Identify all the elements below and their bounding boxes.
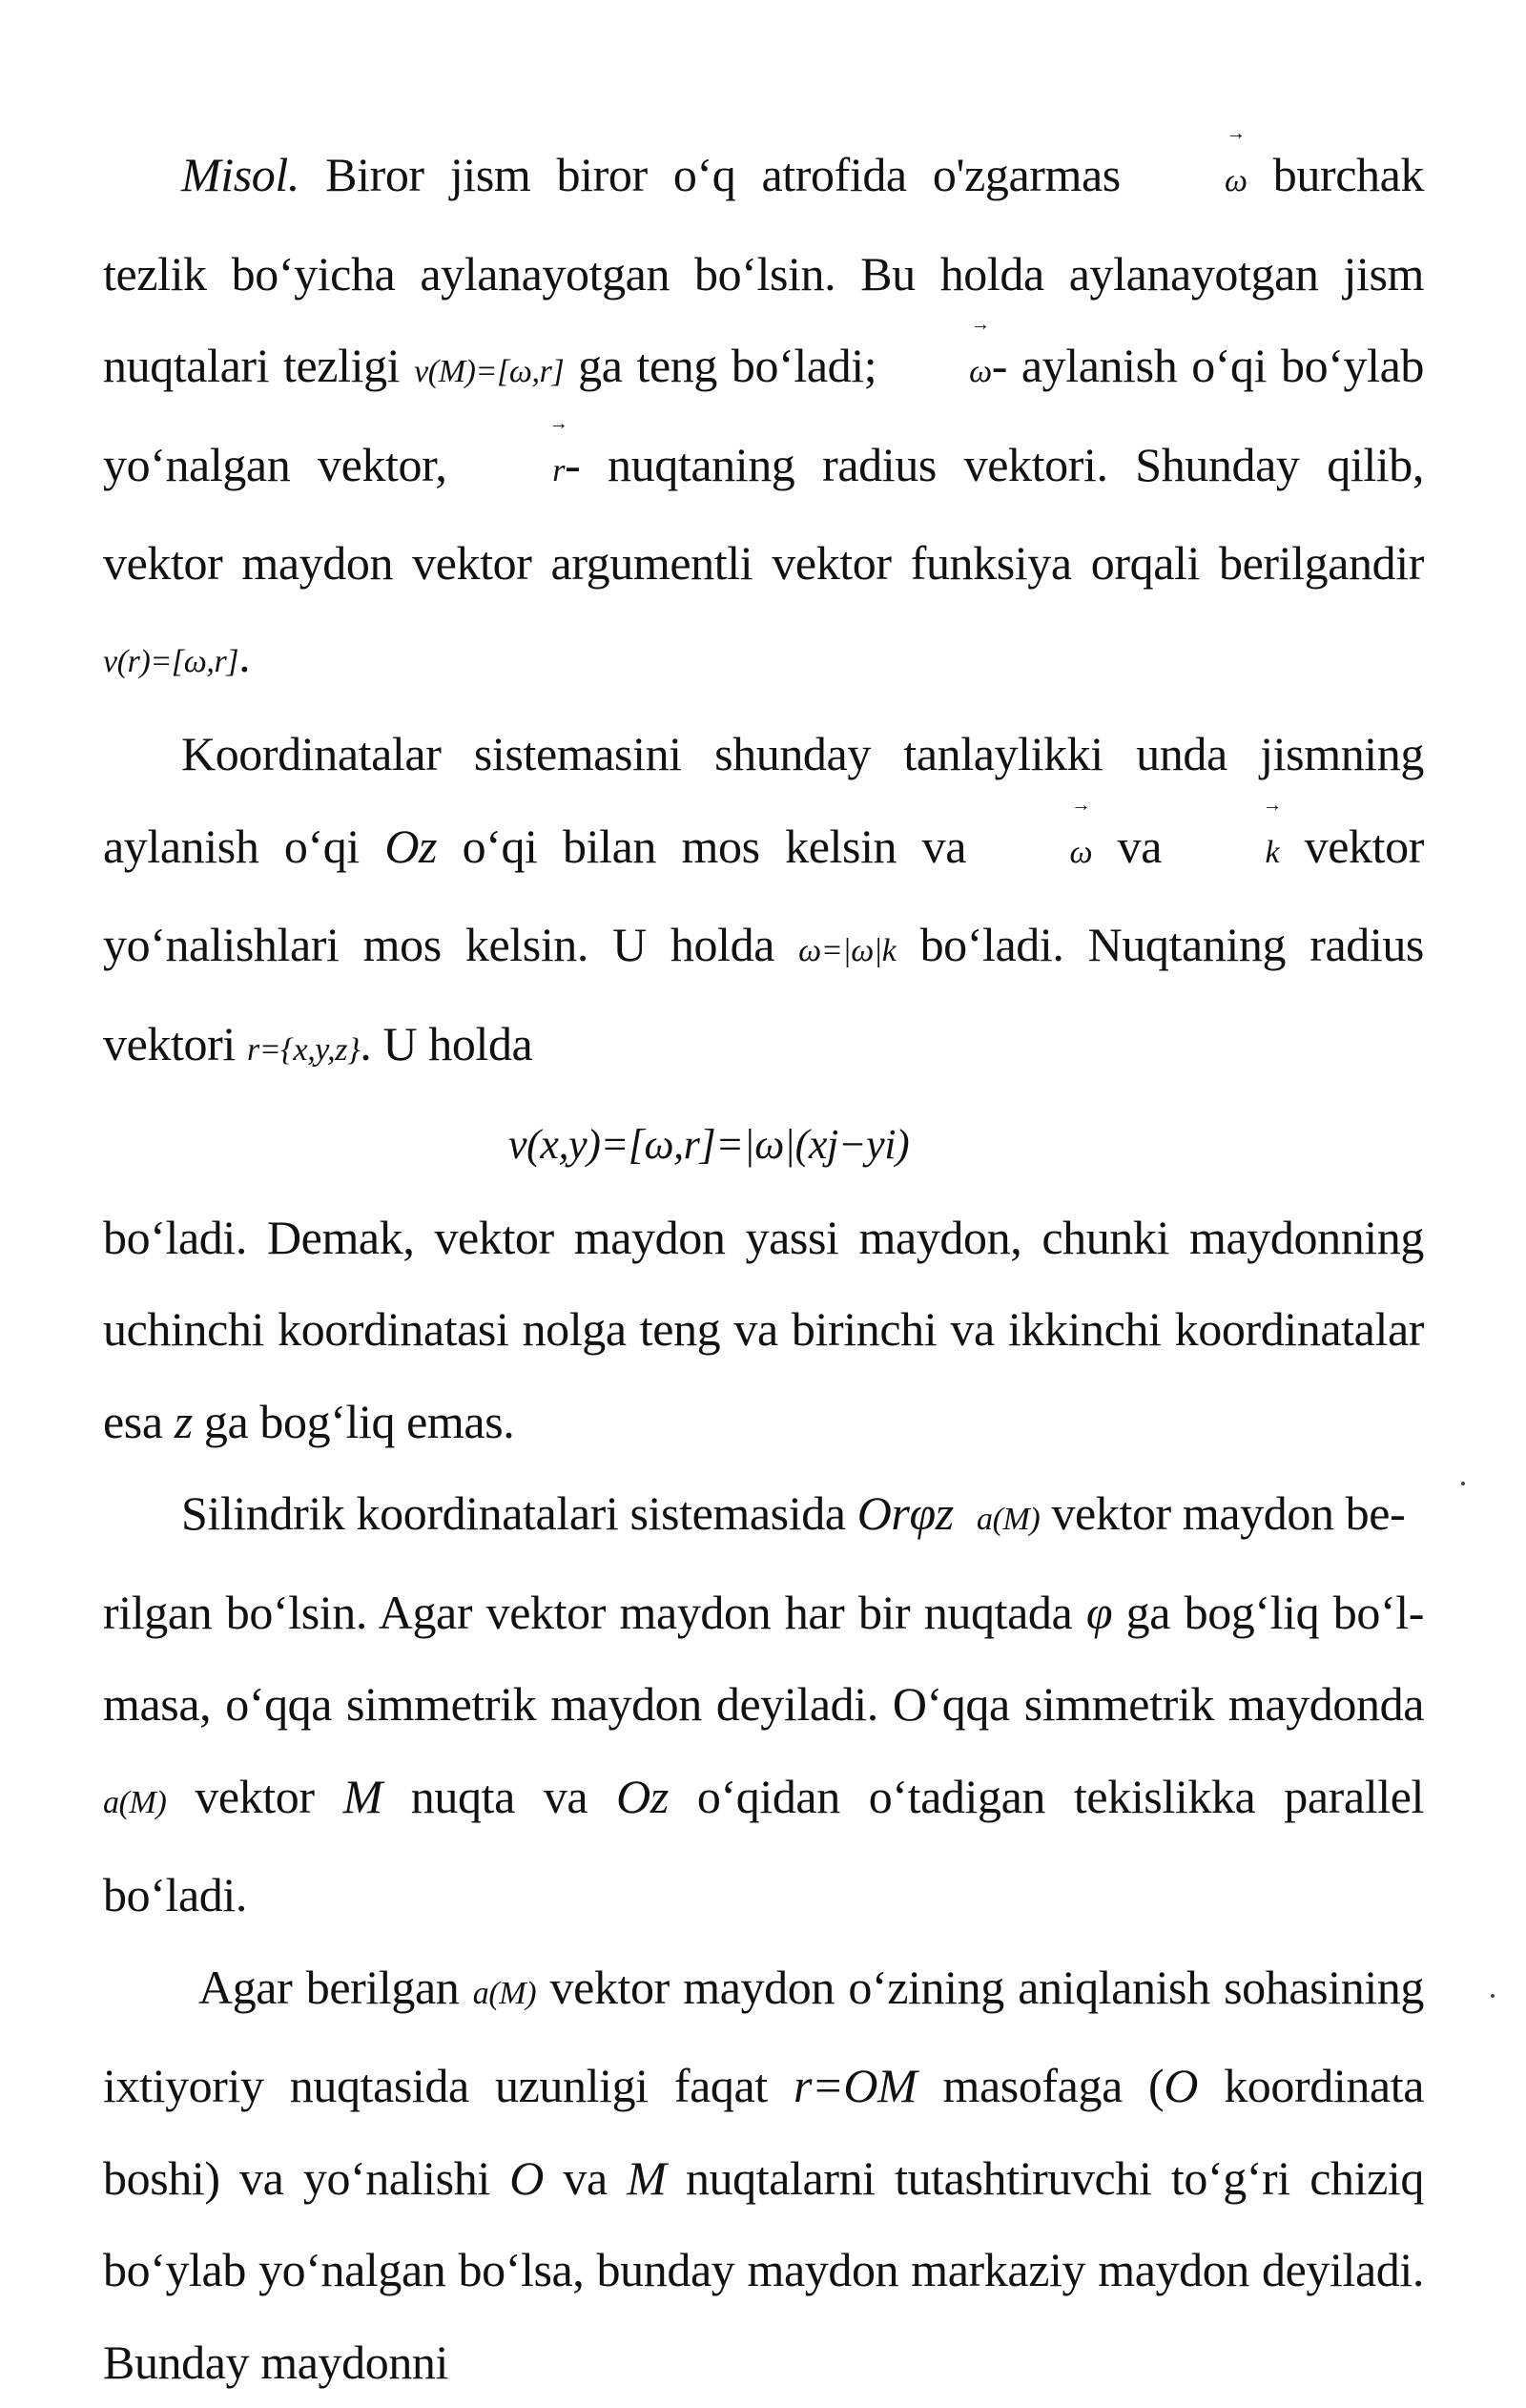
paragraph-central-field — [103, 1941, 1424, 2408]
text: bo‘ladi. Nuqtaning radius vektori — [103, 918, 1424, 1070]
scan-speck — [1491, 1994, 1495, 1998]
omega-formula: ω=|ω|k — [798, 933, 896, 968]
text: ga bog‘liq bo‘l- — [1112, 1586, 1424, 1639]
display-equation — [103, 1096, 1424, 1192]
paragraph-plane-field — [103, 1192, 1424, 1468]
text: . U holda — [360, 1017, 532, 1070]
text: vektor maydon be- — [1040, 1486, 1405, 1540]
text: koordinata boshi) va yo‘nalishi — [103, 2059, 1424, 2205]
point-m: M — [627, 2151, 666, 2205]
text: rilgan bo‘lsin. Agar vektor maydon har bir nuqtada — [103, 1586, 1086, 1639]
text: masa, o‘qqa simmetrik maydon deyiladi. O‘qqa simmetrik maydonda — [103, 1677, 1424, 1731]
variable-z: z — [175, 1395, 193, 1448]
omega-symbol: → ω — [992, 807, 1093, 900]
omega-symbol: → ω — [1146, 135, 1248, 228]
text: va — [1092, 820, 1186, 873]
text: nuqtalarni tutashtiruvchi to‘g‘ri chiziq bo‘ylab yo‘nalgan bo‘lsa, bunday maydon markaziy maydon deyiladi. Bunday maydonni — [103, 2151, 1424, 2389]
omega-symbol: → ω — [891, 326, 992, 419]
axis-oz: Oz — [616, 1770, 669, 1823]
text: o‘qidan o‘tadigan tekislikka parallel bo‘ladi. — [103, 1770, 1424, 1922]
text: o‘qi bilan mos kelsin va — [437, 820, 991, 873]
coordinate-system-orphiz: Orφz — [857, 1486, 954, 1540]
text: - nuqtaning radius vektori. Shunday qilib, vektor maydon vektor argumentli vektor funksiya orqali berilgandir — [103, 438, 1424, 591]
text: masofaga ( — [917, 2059, 1164, 2112]
text: burchak tezlik bo‘yicha aylanayotgan bo‘lsin. Bu holda aylanayotgan jism nuqtalari tezligi — [103, 148, 1424, 392]
text: Koordinatalar sistemasini shunday tanlaylikki unda jismning aylanish o‘qi — [103, 727, 1424, 873]
origin-o: O — [1164, 2059, 1198, 2112]
text: . — [238, 629, 250, 682]
text: ga bog‘liq emas. — [193, 1395, 515, 1448]
paragraph-coordinates — [103, 708, 1424, 1096]
example-label: Misol. — [181, 148, 299, 201]
distance-formula: r=OM — [794, 2059, 917, 2112]
vector-field-a: a(M) — [103, 1785, 166, 1820]
page-content — [103, 129, 1424, 2408]
velocity-formula: v(M)=[ω,r] — [414, 354, 564, 389]
point-m: M — [343, 1770, 382, 1823]
text: va — [544, 2151, 627, 2205]
text: Silindrik koordinatalari sistemasida — [181, 1486, 857, 1540]
scan-speck — [1461, 1482, 1465, 1485]
text: vektor — [166, 1770, 342, 1823]
text: Agar berilgan — [198, 1961, 473, 2014]
text: - aylanish o‘qi bo‘ylab yo‘nalgan vektor, — [103, 339, 1424, 491]
vector-function-formula: v(r)=[ω,r] — [103, 644, 238, 679]
paragraph-example — [103, 129, 1424, 708]
text: ga teng bo‘ladi; — [564, 339, 891, 392]
vector-field-a: a(M) — [473, 1976, 536, 2011]
text: vektor yo‘nalishlari mos kelsin. U holda — [103, 820, 1424, 972]
paragraph-cylindrical — [103, 1467, 1424, 1941]
text: nuqta va — [382, 1770, 616, 1823]
radius-vector-formula: r={x,y,z} — [247, 1032, 360, 1068]
radius-vector-symbol: → r — [474, 426, 565, 518]
text: bo‘ladi. Demak, vektor maydon yassi maydon, chunki maydonning uchinchi koordinatasi nolga teng va birinchi va ikkinchi koordinatalar esa — [103, 1211, 1424, 1448]
velocity-field-formula: v(x,y)=[ω,r]=|ω|(xj−yi) — [508, 1121, 909, 1168]
unit-vector-k: → k — [1186, 807, 1279, 900]
origin-o: O — [509, 2151, 544, 2205]
axis-oz: Oz — [384, 820, 437, 873]
text: vektor maydon o‘zining aniqlanish sohasining ixtiyoriy nuqtasida uzunligi faqat — [103, 1961, 1424, 2113]
variable-phi: φ — [1086, 1586, 1112, 1639]
vector-field-a: a(M) — [977, 1502, 1040, 1537]
text: Biror jism biror o‘q atrofida o'zgarmas — [299, 148, 1146, 201]
